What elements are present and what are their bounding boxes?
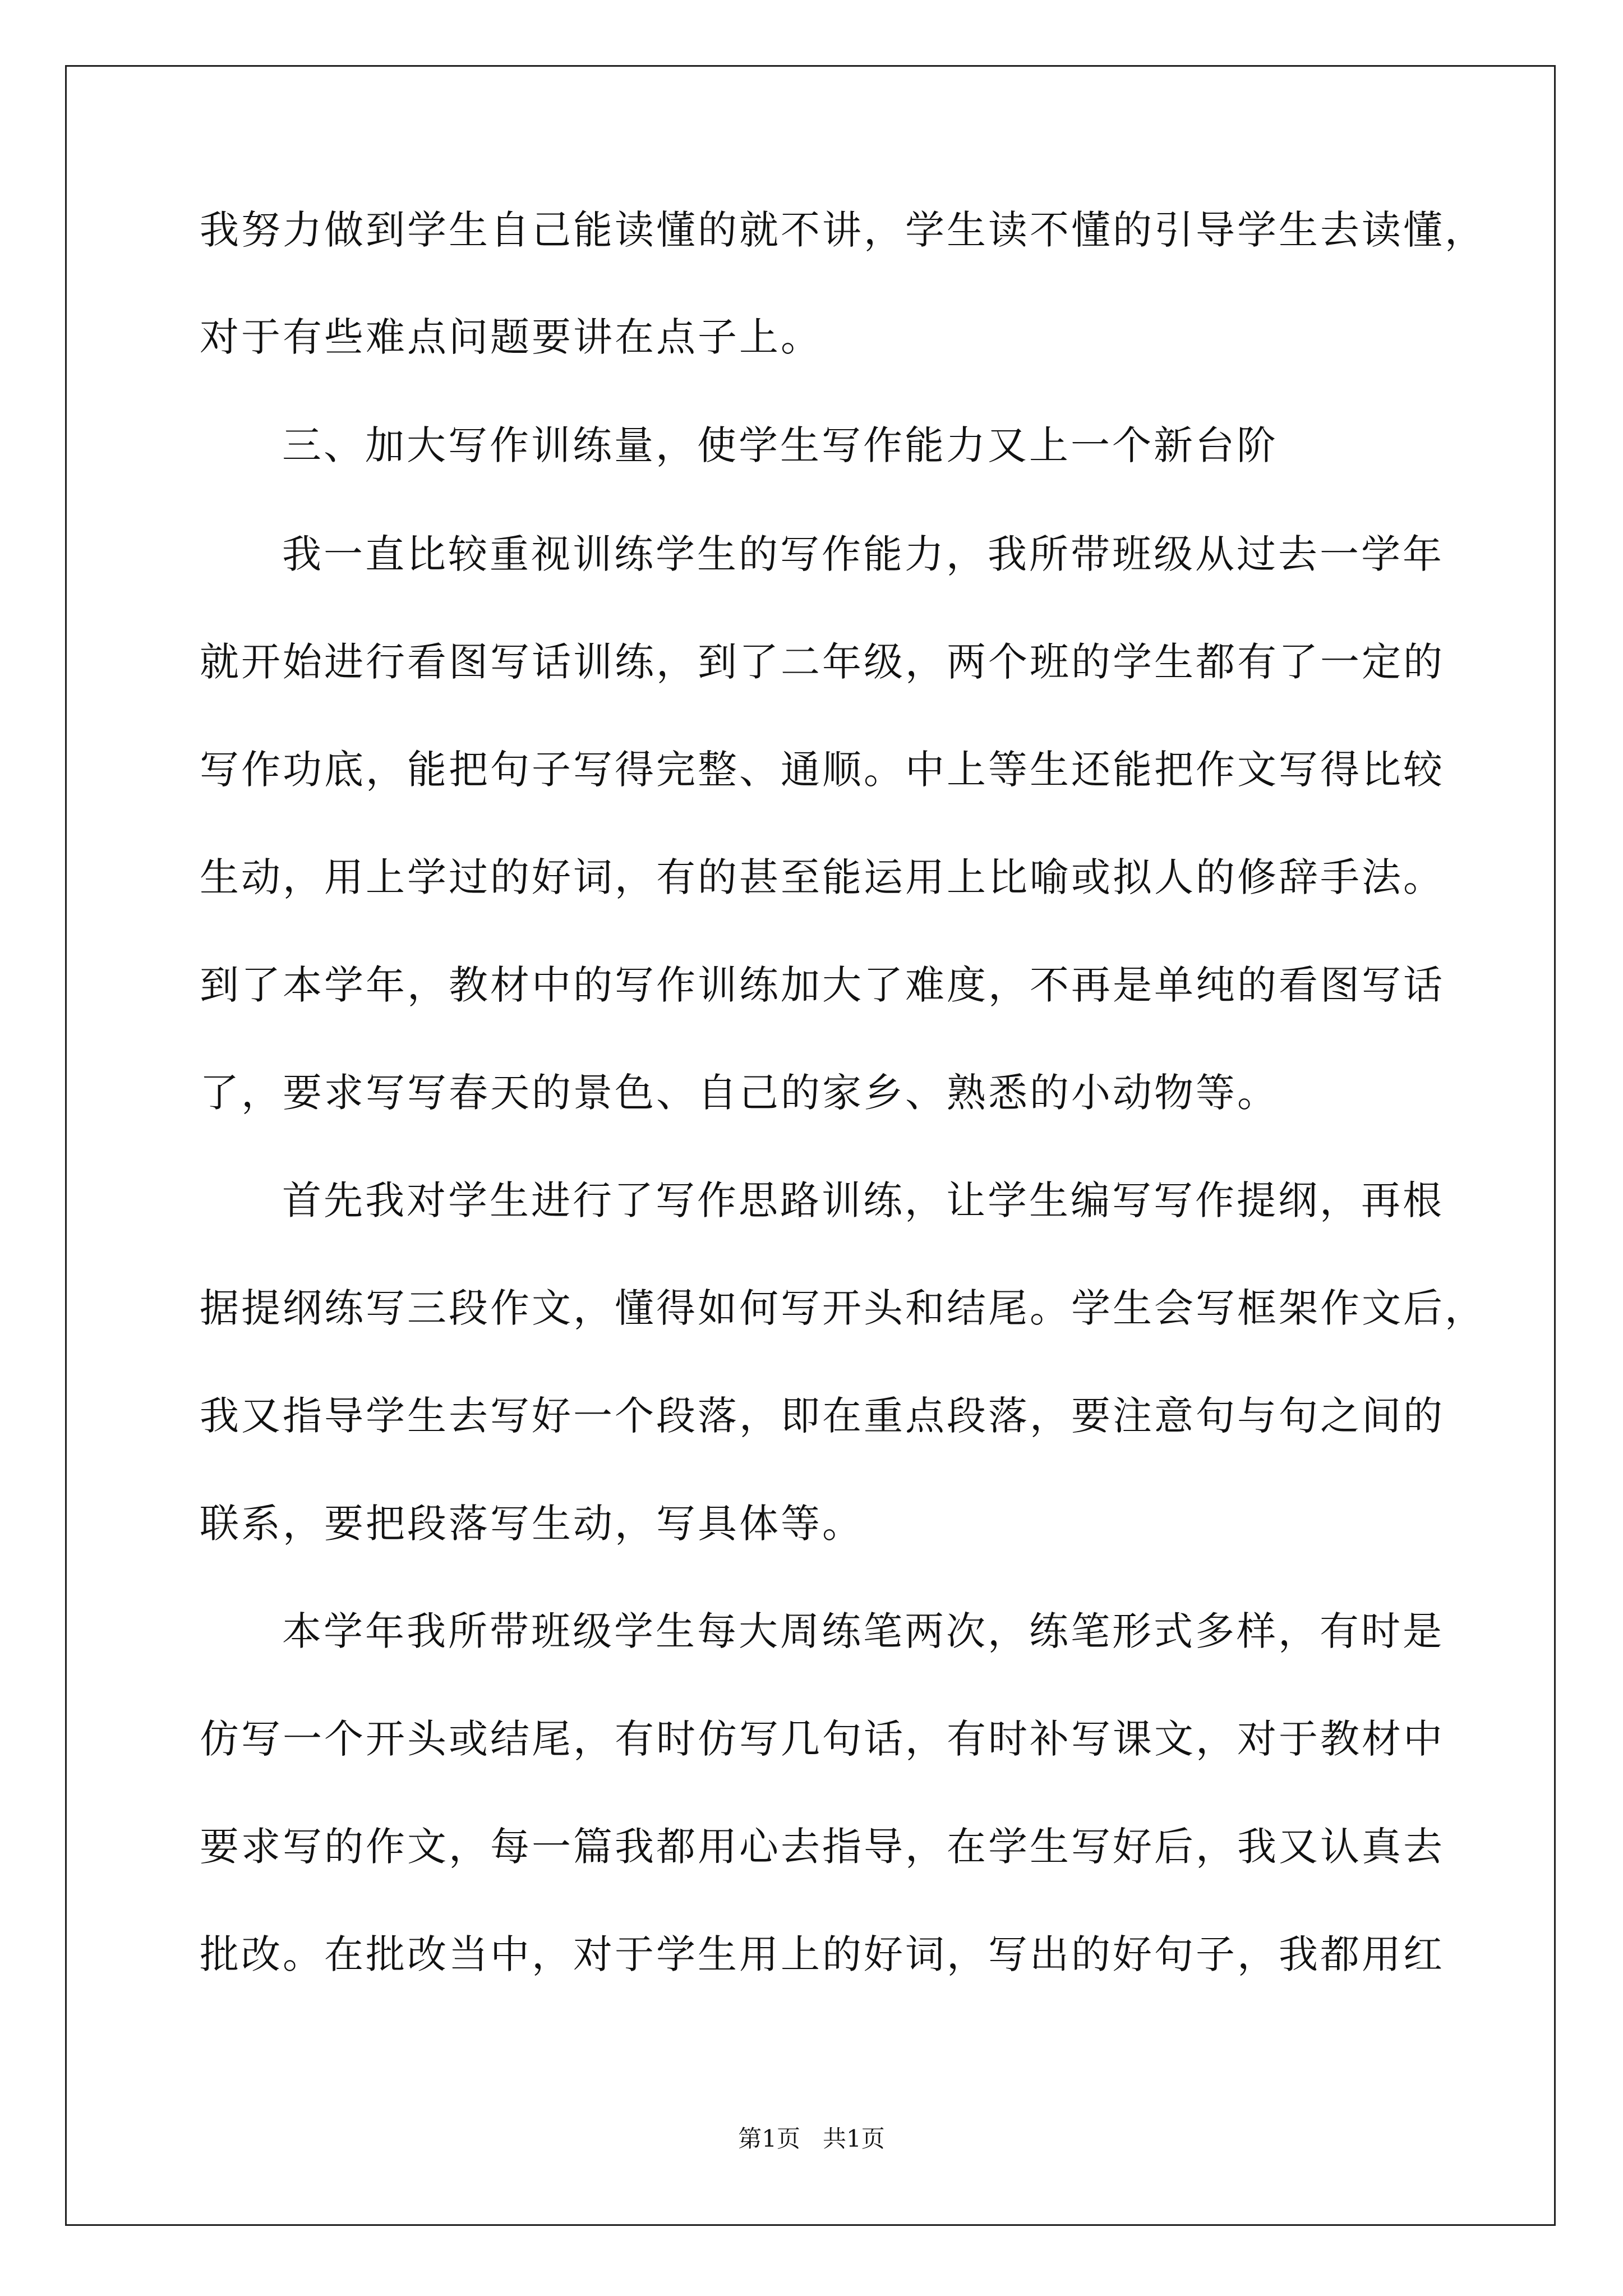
text-line: 就开始进行看图写话训练，到了二年级，两个班的学生都有了一定的 xyxy=(200,639,1445,685)
section-heading: 三、加大写作训练量，使学生写作能力又上一个新台阶 xyxy=(282,422,1278,468)
text-line: 对于有些难点问题要讲在点子上。 xyxy=(200,314,822,360)
text-line: 首先我对学生进行了写作思路训练，让学生编写写作提纲，再根 xyxy=(282,1177,1444,1223)
page-number-footer: 第1页 共1页 xyxy=(738,2125,885,2152)
text-line: 生动，用上学过的好词，有的甚至能运用上比喻或拟人的修辞手法。 xyxy=(200,854,1445,900)
text-line: 联系，要把段落写生动，写具体等。 xyxy=(200,1501,864,1547)
text-line: 写作功底，能把句子写得完整、通顺。中上等生还能把作文写得比较 xyxy=(200,747,1445,793)
text-line: 了，要求写写春天的景色、自己的家乡、熟悉的小动物等。 xyxy=(200,1070,1279,1116)
text-line: 我又指导学生去写好一个段落，即在重点段落，要注意句与句之间的 xyxy=(200,1393,1445,1439)
text-line: 到了本学年，教材中的写作训练加大了难度，不再是单纯的看图写话 xyxy=(200,962,1445,1008)
text-line: 本学年我所带班级学生每大周练笔两次，练笔形式多样，有时是 xyxy=(282,1608,1444,1654)
text-line: 批改。在批改当中，对于学生用上的好词，写出的好句子，我都用红 xyxy=(200,1931,1445,1977)
text-line: 我努力做到学生自己能读懂的就不讲，学生读不懂的引导学生去读懂， xyxy=(200,207,1486,253)
page-border xyxy=(65,65,1556,2226)
text-line: 我一直比较重视训练学生的写作能力，我所带班级从过去一学年 xyxy=(282,531,1444,577)
text-line: 要求写的作文，每一篇我都用心去指导，在学生写好后，我又认真去 xyxy=(200,1824,1445,1870)
text-line: 据提纲练写三段作文，懂得如何写开头和结尾。学生会写框架作文后， xyxy=(200,1285,1486,1331)
text-line: 仿写一个开头或结尾，有时仿写几句话，有时补写课文，对于教材中 xyxy=(200,1716,1445,1762)
